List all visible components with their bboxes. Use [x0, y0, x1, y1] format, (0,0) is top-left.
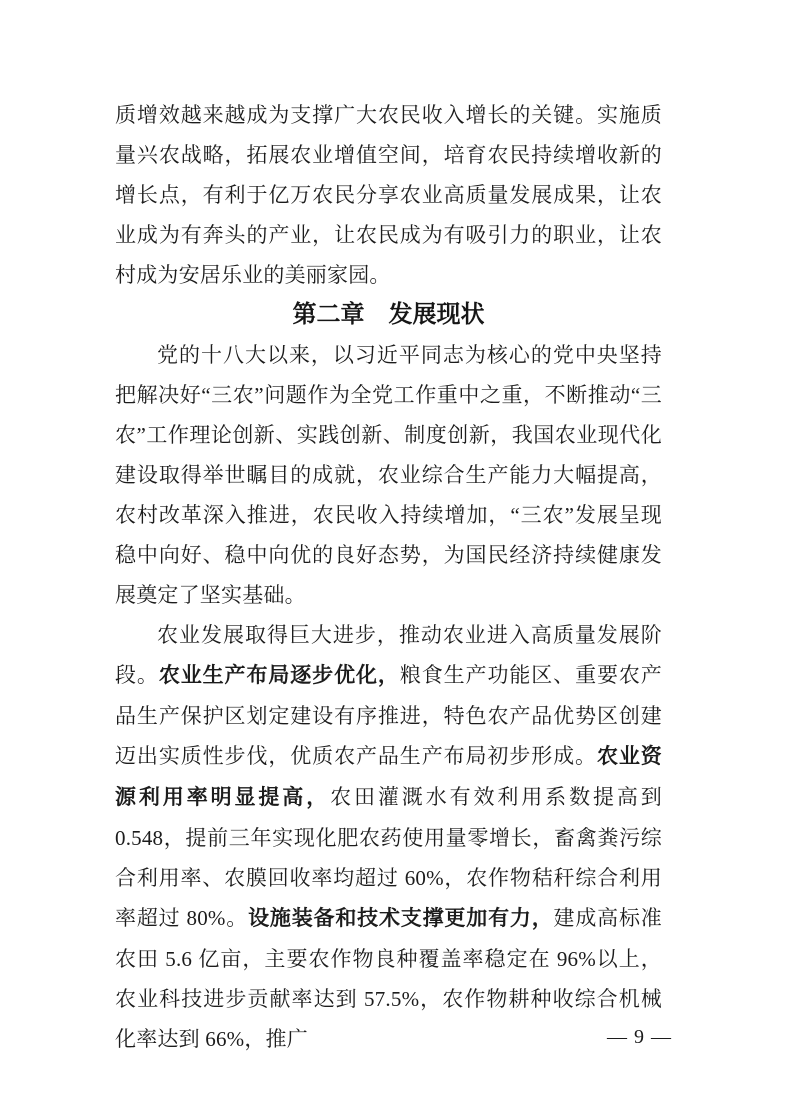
body-text: 质增效越来越成为支撑广大农民收入增长的关键。实施质量兴农战略，拓展农业增值空间，培育农民持续增收新的增长点，有利于亿万农民分享农业高质量发展成果，让农业成为有奔头的产业，让农民成为有吸引力的职业，让农村成为安居乐业的美丽家园。	[115, 103, 662, 287]
emphasis-text: 农业资源利用率明显提高，	[115, 745, 662, 809]
paragraph	[115, 335, 662, 615]
paragraph	[115, 95, 662, 295]
body-text: 建成高标准农田 5.6 亿亩，主要农作物良种覆盖率稳定在 96%以上，农业科技进步贡献率达到 57.5%，农作物耕种收综合机械化率达到 66%，推广	[115, 906, 663, 1051]
paragraph	[115, 615, 662, 1059]
page-content	[115, 95, 662, 1059]
emphasis-text: 设施装备和技术支撑更加有力，	[248, 907, 554, 930]
emphasis-text: 农业生产布局逐步优化，	[158, 664, 400, 687]
body-text: 粮食生产功能区、重要农产品生产保护区划定建设有序推进，特色农产品优势区创建迈出实质性步伐，优质农产品生产布局初步形成。	[115, 663, 662, 768]
body-text: 农田灌溉水有效利用系数提高到 0.548，提前三年实现化肥农药使用量零增长，畜禽粪污综合利用率、农膜回收率均超过 60%，农作物秸秆综合利用率超过 80%。	[115, 785, 662, 930]
page-number: — 9 —	[607, 1026, 672, 1048]
body-text: 农业发展取得巨大进步，推动农业进入高质量发展阶段。	[115, 623, 662, 687]
chapter-heading: 第二章 发展现状	[292, 301, 485, 328]
body-text: 党的十八大以来，以习近平同志为核心的党中央坚持把解决好“三农”问题作为全党工作重中之重，不断推动“三农”工作理论创新、实践创新、制度创新，我国农业现代化建设取得举世瞩目的成就，农业综合生产能力大幅提高，农村改革深入推进，农民收入持续增加，“三农”发展呈现稳中向好、稳中向优的良好态势，为国民经济持续健康发展奠定了坚实基础。	[115, 343, 662, 607]
